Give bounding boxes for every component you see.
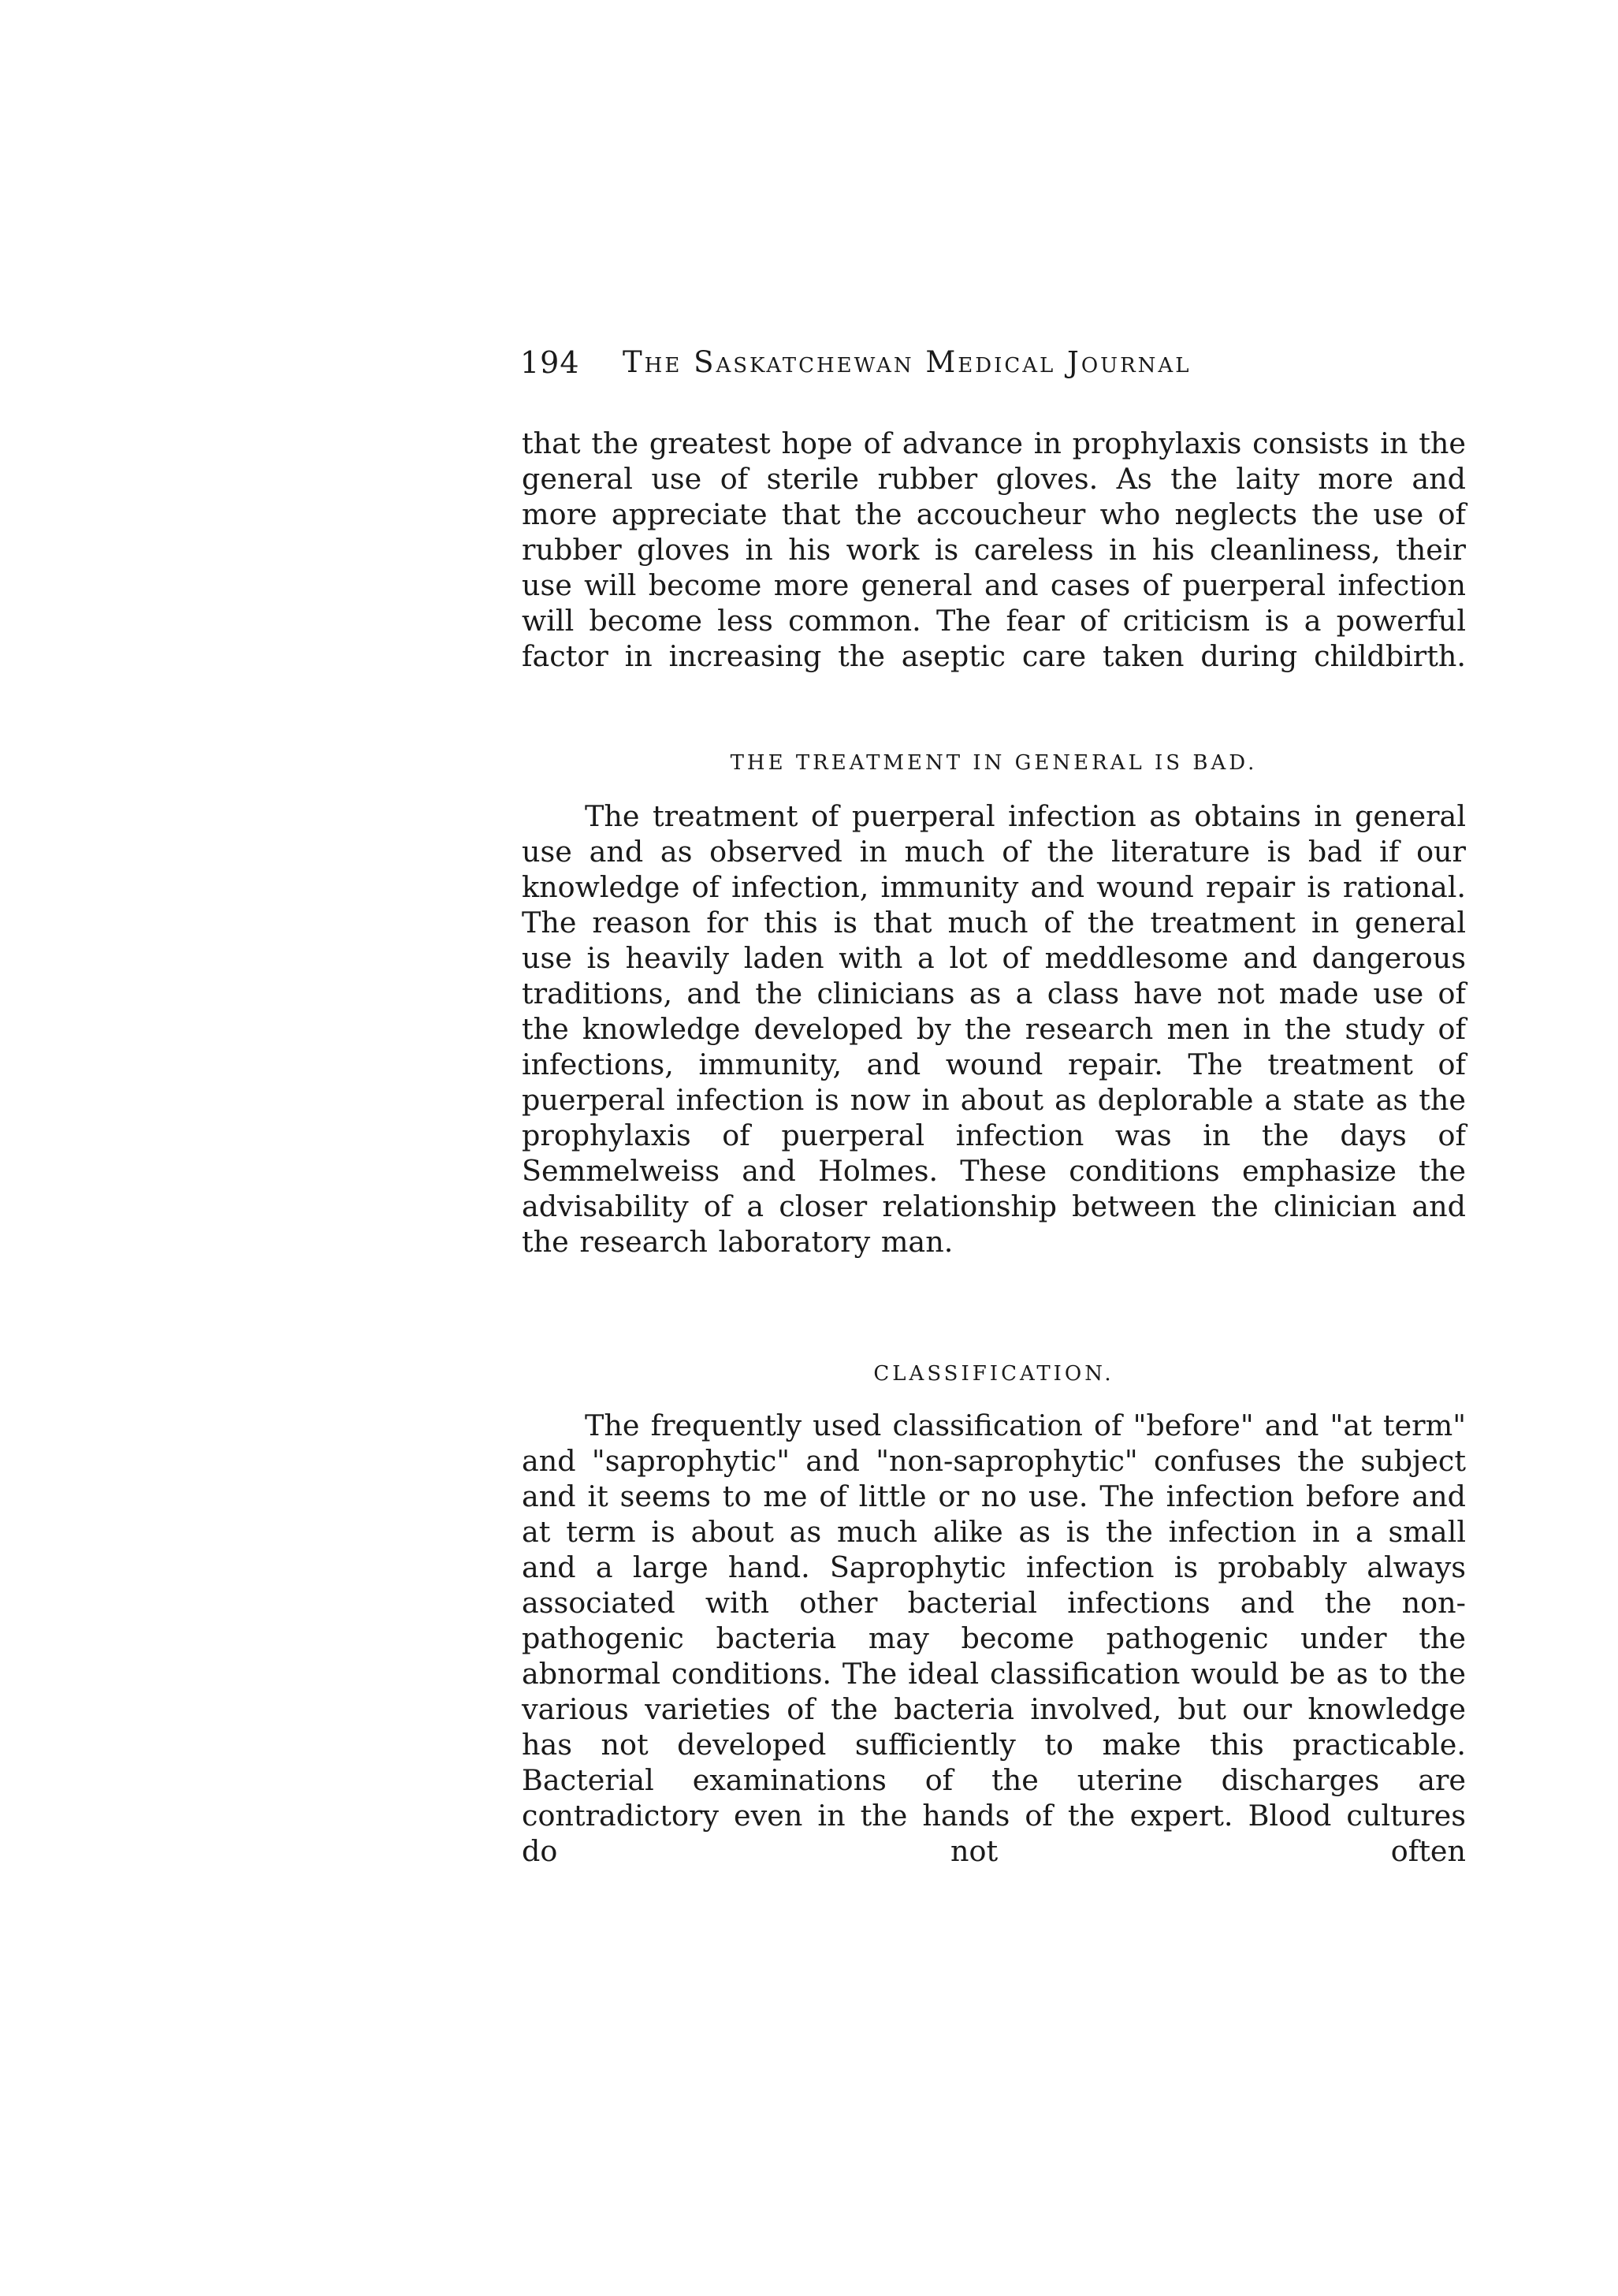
section-heading-treatment: THE TREATMENT IN GENERAL IS BAD. bbox=[730, 751, 1258, 775]
paragraph-intro: that the greatest hope of advance in prophylaxis consists in the general use of sterile rubber gloves. As the laity more and more appreciate that the accoucheur who neglects the use of rubber gloves in his work is careless in his cleanliness, their use will become more general and cases of puerperal infection will become less common. The fear of criticism is a powerful factor in increasing the aseptic care taken during childbirth. bbox=[522, 426, 1466, 673]
paragraph-classification: The frequently used classification of "before" and "at term" and "saprophytic" and "non-saprophytic" confuses the subject and it seems to me of little or no use. The infection before and at term is about as much alike as is the infection in a small and a large hand. Saprophytic infection is probably always associated with other bacterial infections and the non-pathogenic bacteria may become pathogenic under the abnormal conditions. The ideal classification would be as to the various varieties of the bacteria involved, but our knowledge has not developed sufficiently to make this practicable. Bacterial examinations of the uterine discharges are contradictory even in the hands of the expert. Blood cultures do not often bbox=[522, 1408, 1466, 1868]
page-number: 194 bbox=[520, 345, 580, 380]
page-header bbox=[520, 345, 1356, 393]
section-heading-classification: CLASSIFICATION. bbox=[873, 1362, 1114, 1386]
paragraph-treatment: The treatment of puerperal infection as obtains in general use and as observed in much of the literature is bad if our knowledge of infection, immunity and wound repair is rational. The reason for this is that much of the treatment in general use is heavily laden with a lot of meddlesome and dangerous traditions, and the clinicians as a class have not made use of the knowledge developed by the research men in the study of infections, immunity, and wound repair. The treatment of puerperal infection is now in about as deplorable a state as the prophylaxis of puerperal infection was in the days of Semmelweiss and Holmes. These conditions emphasize the advisability of a closer relationship between the clinician and the research laboratory man. bbox=[522, 799, 1466, 1259]
running-title: The Saskatchewan Medical Journal bbox=[623, 345, 1192, 379]
